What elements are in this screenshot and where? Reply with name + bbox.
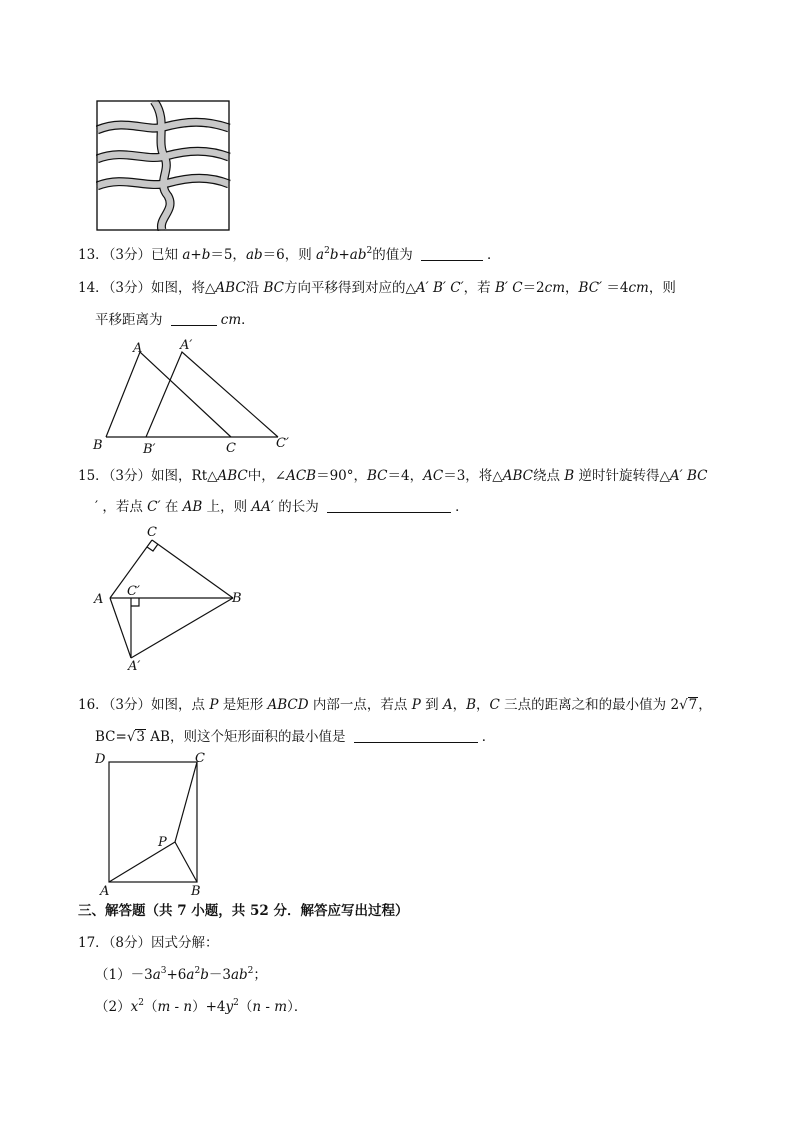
question-14-continued xyxy=(95,310,255,330)
label-p: P xyxy=(158,835,167,850)
text: AB，则这个矩形面积的最小值是 xyxy=(146,729,350,745)
question-17 xyxy=(78,933,219,953)
superscript: 2 xyxy=(138,998,144,1008)
math: a xyxy=(316,247,325,263)
math: AA′ xyxy=(251,499,274,515)
math: B′ C xyxy=(494,280,523,296)
text: 上，则 xyxy=(202,499,252,515)
question-17-part-2 xyxy=(95,997,307,1017)
sqrt-symbol: √ xyxy=(679,697,688,713)
text: ，若 xyxy=(463,280,495,296)
text: ． xyxy=(487,247,501,263)
question-score: （3分） xyxy=(108,247,152,263)
label-b-prime: B′ xyxy=(143,442,156,457)
math: AC xyxy=(423,468,444,484)
text: 平移距离为 xyxy=(95,312,167,328)
text: 如图，点 xyxy=(151,697,210,713)
text: 中，∠ xyxy=(247,468,287,484)
superscript: 2 xyxy=(233,998,239,1008)
text: ，则 xyxy=(648,280,676,296)
question-14 xyxy=(78,278,676,298)
text: 因式分解： xyxy=(151,935,219,951)
superscript: 2 xyxy=(247,966,254,976)
math: P xyxy=(411,697,421,713)
text: ． xyxy=(455,499,469,515)
text: - xyxy=(261,999,275,1015)
text: ＝5， xyxy=(210,247,246,263)
text: 的值为 xyxy=(372,247,418,263)
math: y xyxy=(225,999,234,1015)
text: ）． xyxy=(287,999,308,1015)
math: BC xyxy=(263,280,284,296)
text: （1）－3 xyxy=(95,967,153,983)
question-score: （3分） xyxy=(108,280,152,296)
question-number: 17． xyxy=(78,935,109,951)
text: 沿 xyxy=(245,280,264,296)
segment-aprime-b xyxy=(131,598,233,658)
text: ＝4， xyxy=(387,468,424,484)
label-a: A xyxy=(94,592,104,607)
label-c-prime: C′ xyxy=(276,436,289,451)
math: m xyxy=(157,999,171,1015)
label-c-prime: C′ xyxy=(127,584,140,599)
text: 逆时针旋转得△ xyxy=(574,468,670,484)
question-score: （3分） xyxy=(108,468,152,484)
math: C xyxy=(489,697,500,713)
math: b xyxy=(200,967,209,983)
text: 在 xyxy=(160,499,183,515)
math: A′ B′ C′ xyxy=(415,280,464,296)
unit: cm xyxy=(220,312,242,328)
road-pattern-figure xyxy=(96,100,231,231)
label-c: C xyxy=(226,441,236,456)
text: ）+4 xyxy=(192,999,226,1015)
math: ABCD xyxy=(267,697,309,713)
rectangle-abcd xyxy=(109,762,197,882)
label-a-prime: A′ xyxy=(128,659,141,670)
text: ， xyxy=(476,697,490,713)
text: - xyxy=(170,999,184,1015)
answer-blank[interactable] xyxy=(421,246,483,261)
math: AB xyxy=(182,499,203,515)
segment-a-aprime xyxy=(110,598,131,658)
radicand: 3 xyxy=(136,729,146,745)
question-15 xyxy=(78,466,707,486)
segment-pc xyxy=(175,762,197,842)
label-c: C xyxy=(147,525,157,540)
math: ABC xyxy=(215,280,246,296)
math: m xyxy=(274,999,288,1015)
text: 三点的距离之和的最小值为 2 xyxy=(499,697,680,713)
label-d: D xyxy=(95,752,106,767)
segment-cb xyxy=(152,540,233,598)
math: a xyxy=(152,967,161,983)
text: ， xyxy=(565,280,579,296)
text: ． xyxy=(481,729,496,745)
math: n xyxy=(183,999,193,1015)
question-number: 13． xyxy=(78,247,109,263)
right-angle-mark-cprime xyxy=(131,598,139,606)
label-a: A xyxy=(133,341,143,356)
question-number: 14． xyxy=(78,280,109,296)
question-number: 15． xyxy=(78,468,109,484)
math: ACB xyxy=(286,468,317,484)
text: 到 xyxy=(420,697,443,713)
segment-pb xyxy=(175,842,197,882)
triangle-abc-shifted xyxy=(146,352,278,437)
text: ， xyxy=(698,697,712,713)
superscript: 3 xyxy=(160,966,167,976)
math: B xyxy=(564,468,575,484)
text: ； xyxy=(253,967,267,983)
math: BC′ xyxy=(578,280,603,296)
answer-blank[interactable] xyxy=(171,311,217,326)
label-b: B xyxy=(93,438,103,453)
label-a-prime: A′ xyxy=(180,338,193,353)
superscript: 2 xyxy=(194,966,201,976)
unit: cm xyxy=(544,280,566,296)
text: ＝3，将△ xyxy=(443,468,503,484)
figure-rotation-triangles xyxy=(90,520,260,670)
question-15-continued xyxy=(95,497,469,517)
question-score: （3分） xyxy=(108,697,152,713)
text: 内部一点，若点 xyxy=(308,697,412,713)
answer-blank[interactable] xyxy=(354,728,478,743)
label-b: B xyxy=(232,591,242,606)
question-16-continued xyxy=(95,727,495,747)
math: ab xyxy=(230,967,248,983)
question-score: （8分） xyxy=(108,935,152,951)
unit: cm xyxy=(628,280,649,296)
text: 是矩形 xyxy=(218,697,268,713)
label-b: B xyxy=(191,884,201,898)
text: ＝6，则 xyxy=(262,247,317,263)
text: +6 xyxy=(166,967,187,983)
radicand: 7 xyxy=(688,697,698,713)
text: ＝2 xyxy=(522,280,545,296)
math: B xyxy=(466,697,477,713)
question-17-part-1 xyxy=(95,965,267,985)
question-16 xyxy=(78,695,712,715)
triangle-abc xyxy=(106,352,231,437)
text: 如图，Rt△ xyxy=(151,468,218,484)
superscript: 2 xyxy=(324,246,330,256)
math: BC xyxy=(367,468,388,484)
math: a+b xyxy=(182,247,211,263)
text: （ xyxy=(238,999,253,1015)
math: A′ BC xyxy=(669,468,708,484)
figure-translation-triangles xyxy=(88,336,303,458)
question-number: 16． xyxy=(78,697,109,713)
text: （2） xyxy=(95,999,131,1015)
math: x xyxy=(130,999,139,1015)
text: －3 xyxy=(208,967,231,983)
math: ab xyxy=(245,247,263,263)
answer-blank[interactable] xyxy=(327,498,451,513)
text: BC= xyxy=(95,729,127,745)
text: 绕点 xyxy=(532,468,565,484)
text: 已知 xyxy=(151,247,183,263)
math: a xyxy=(186,967,195,983)
label-a: A xyxy=(100,884,110,898)
math: ABC xyxy=(217,468,248,484)
math: ABC xyxy=(502,468,533,484)
question-13 xyxy=(78,245,501,265)
text: ＝90°， xyxy=(316,468,368,484)
text: ＝4 xyxy=(602,280,629,296)
section-heading: 三、解答题（共 7 小题，共 52 分．解答应写出过程） xyxy=(78,903,409,919)
text: 的长为 xyxy=(274,499,324,515)
label-c: C xyxy=(195,751,205,766)
math: P xyxy=(209,697,219,713)
text: ， xyxy=(452,697,467,713)
text: ′ ，若点 xyxy=(95,499,148,515)
math: n xyxy=(252,999,262,1015)
math: C′ xyxy=(147,499,161,515)
math: A xyxy=(442,697,453,713)
sqrt-symbol: √ xyxy=(126,729,136,745)
text: （ xyxy=(143,999,158,1015)
superscript: 2 xyxy=(366,246,373,256)
text: ． xyxy=(241,312,255,328)
math: b+ab xyxy=(329,247,367,263)
text: 方向平移得到对应的△ xyxy=(283,280,416,296)
figure-rectangle-point-p xyxy=(92,748,217,898)
text: 如图，将△ xyxy=(151,280,216,296)
